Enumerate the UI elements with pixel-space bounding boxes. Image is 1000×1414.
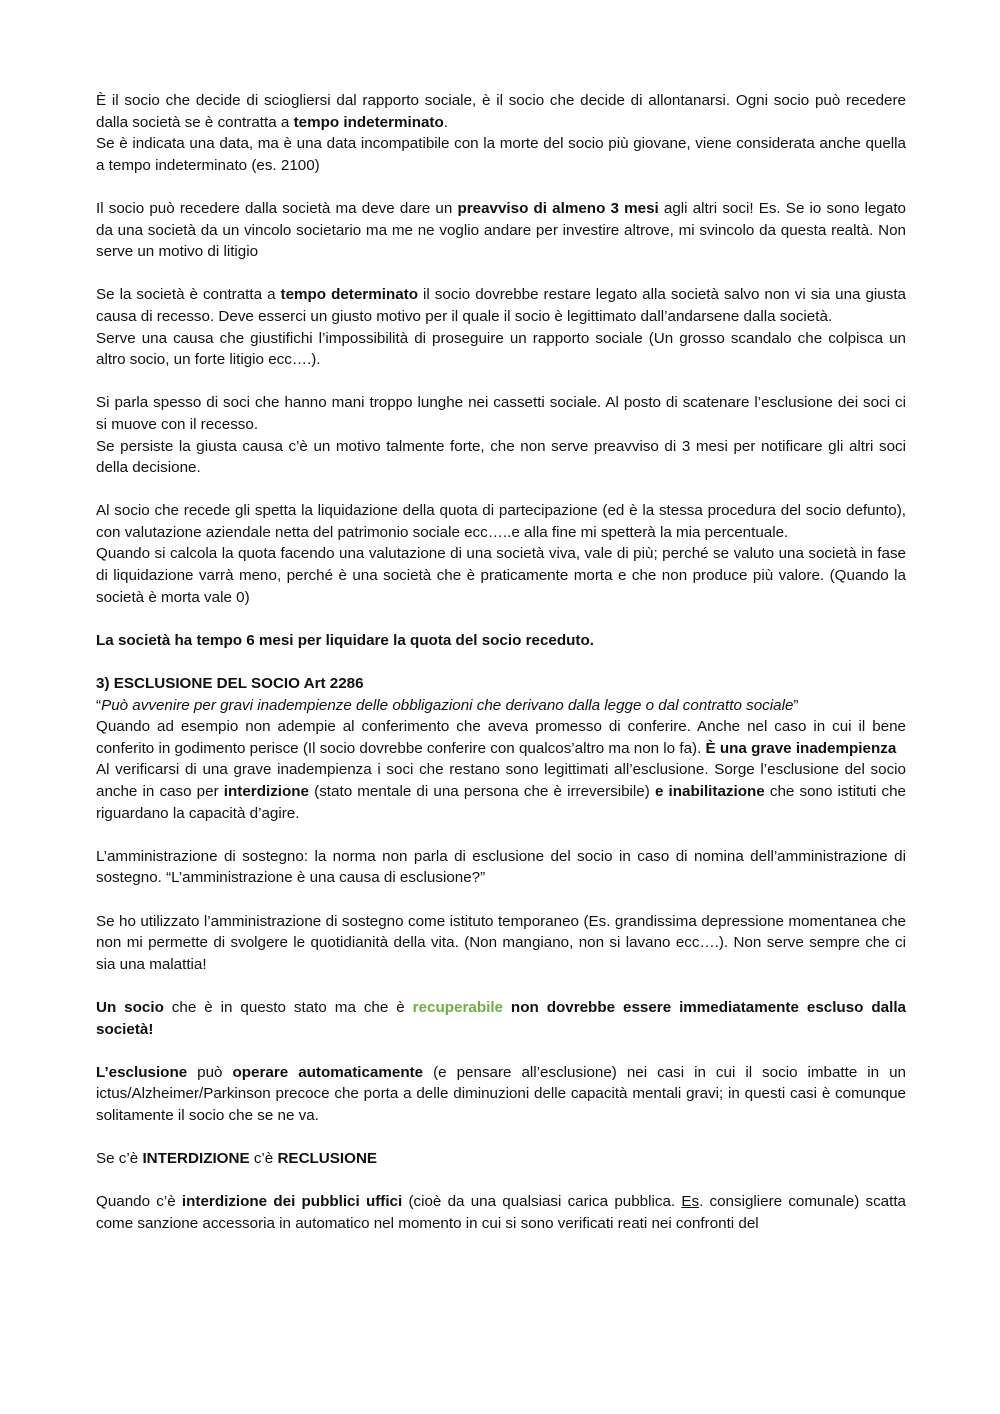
paragraph-persiste-causa: Se persiste la giusta causa c’è un motivo talmente forte, che non serve preavviso di 3 mesi per notificare gli altri soci della decisione.: [96, 437, 906, 477]
spacer: [96, 1127, 906, 1149]
text-run: Il socio può recedere dalla società ma deve dare un: [96, 199, 458, 217]
spacer: [96, 371, 906, 393]
bold-tempo-determinato: tempo determinato: [280, 286, 418, 304]
spacer: [96, 889, 906, 911]
text-run: Se c’è: [96, 1150, 143, 1168]
text-run: . consigliere comunale) scatta come sanzione accessoria in automatico nel momento in cui si sono verificati reati nei confronti del: [96, 1193, 906, 1232]
text-run: Se la società è contratta a: [96, 286, 281, 304]
paragraph-istituto-temporaneo: Se ho utilizzato l’amministrazione di sostegno come istituto temporaneo (Es. grandissima depressione momentanea che non mi permette di svolgere le quotidianità della vita. (Non mangiano, non si lavano ecc….). Non serve sempre che ci sia una malattia!: [96, 912, 906, 973]
bold-pubblici-uffici: interdizione dei pubblici uffici: [181, 1193, 403, 1211]
quote-art-2286: [96, 695, 906, 717]
section-heading-esclusione: [96, 673, 906, 695]
bold-reclusione-caps: RECLUSIONE: [277, 1150, 378, 1168]
bold-interdizione-caps: INTERDIZIONE: [142, 1150, 250, 1168]
bold-preavviso: preavviso di almeno 3 mesi: [457, 199, 659, 217]
green-recuperabile: recuperabile: [412, 998, 503, 1016]
spacer: [96, 176, 906, 198]
paragraph-sei-mesi: [96, 630, 906, 652]
paragraph-tempo-determinato: [96, 284, 906, 327]
text-run: Quando c’è: [96, 1193, 182, 1211]
paragraph-giusta-causa: Serve una causa che giustifichi l’impossibilità di proseguire un rapporto sociale (Un grosso scandalo che colpisca un altro socio, un forte litigio ecc….).: [96, 329, 906, 369]
paragraph-socio-recuperabile: [96, 997, 906, 1040]
bold-tempo-indeterminato: tempo indeterminato: [293, 113, 444, 131]
text-run: che è in questo stato ma che è: [163, 998, 413, 1016]
text-run: (e pensare all’esclusione) nei casi in cui il socio imbatte in un ictus/Alzheimer/Parkinson precoce che porta a delle diminuzioni delle capacità mentali gravi; in questi casi è comunque solitamente il socio che se ne va.: [96, 1063, 906, 1124]
bold-interdizione: interdizione: [223, 783, 310, 800]
spacer: [96, 975, 906, 997]
quote-mark: “: [96, 696, 102, 714]
text-run: Quando ad esempio non adempie al conferimento che aveva promesso di conferire. Anche nel caso in cui il bene conferito in godimento perisce (Il socio dovrebbe conferire con qualcos’altro ma non lo fa).: [96, 718, 906, 757]
paragraph-conferimento: [96, 716, 906, 759]
paragraph-pubblici-uffici: [96, 1191, 906, 1234]
text-run: può: [187, 1063, 233, 1081]
heading-text: 3) ESCLUSIONE DEL SOCIO Art 2286: [96, 675, 364, 693]
bold-sei-mesi: La società ha tempo 6 mesi per liquidare la quota del socio receduto.: [96, 631, 594, 649]
spacer: [96, 479, 906, 501]
spacer: [96, 824, 906, 846]
text-run: Al verificarsi di una grave inadempienza i soci che restano sono legittimati all’esclusione. Sorge l’esclusione del socio anche in caso per: [96, 761, 906, 800]
paragraph-mani-lunghe: Si parla spesso di soci che hanno mani troppo lunghe nei cassetti sociale. Al posto di scatenare l’esclusione dei soci ci si muove con il recesso.: [96, 394, 906, 433]
paragraph-esclusione-automatica: [96, 1062, 906, 1127]
paragraph-preavviso: [96, 198, 906, 263]
spacer: [96, 263, 906, 285]
text-run: È il socio che decide di sciogliersi dal rapporto sociale, è il socio che decide di allontanarsi. Ogni socio può recedere dalla società se è contratta a: [96, 92, 906, 131]
bold-un-socio: Un socio: [96, 998, 164, 1016]
bold-grave-inadempienza: È una grave inadempienza: [705, 739, 897, 757]
bold-esclusione: L’esclusione: [96, 1063, 188, 1081]
text-run: c’è: [249, 1150, 278, 1168]
paragraph-liquidazione: Al socio che recede gli spetta la liquidazione della quota di partecipazione (ed è la stessa procedura del socio defunto), con valutazione aziendale netta del patrimonio sociale ecc…..e alla fine mi spetterà la mia percentuale.: [96, 502, 906, 541]
text-run: .: [443, 113, 448, 131]
bold-inabilitazione: e inabilitazione: [654, 783, 765, 800]
underlined-es: Es: [681, 1193, 700, 1211]
paragraph-recesso-intro: [96, 90, 906, 133]
text-run: agli altri soci! Es. Se io sono legato da una società da un vincolo societario ma me ne voglio andare per investire altrove, mi svincolo da questa realtà. Non serve un motivo di litigio: [96, 199, 906, 261]
paragraph-amministrazione-sostegno: L’amministrazione di sostegno: la norma non parla di esclusione del socio in caso di nomina dell’amministrazione di sostegno. “L’amministrazione è una causa di esclusione?”: [96, 847, 906, 887]
document-page: [96, 90, 906, 1234]
text-run: (stato mentale di una persona che è irreversibile): [309, 783, 655, 800]
spacer: [96, 608, 906, 630]
paragraph-interdizione-reclusione: [96, 1148, 906, 1170]
italic-quote: Può avvenire per gravi inadempienze delle obbligazioni che derivano dalla legge o dal contratto sociale: [101, 696, 794, 714]
spacer: [96, 1040, 906, 1062]
bold-operare-automaticamente: operare automaticamente: [232, 1063, 424, 1081]
spacer: [96, 651, 906, 673]
bold-non-escluso: non dovrebbe essere immediatamente escluso dalla società!: [96, 998, 906, 1038]
text-run: che sono istituti che riguardano la capacità d’agire.: [96, 783, 906, 822]
text-run: (cioè da una qualsiasi carica pubblica.: [402, 1193, 682, 1211]
paragraph-interdizione: [96, 759, 906, 824]
spacer: [96, 1170, 906, 1192]
paragraph-calcolo-quota: Quando si calcola la quota facendo una valutazione di una società viva, vale di più; perché se valuto una società in fase di liquidazione varrà meno, perché è una società che è praticamente morta e che non produce più valore. (Quando la società è morta vale 0): [96, 545, 906, 606]
paragraph-data-incompatibile: Se è indicata una data, ma è una data incompatibile con la morte del socio più giovane, viene considerata anche quella a tempo indeterminato (es. 2100): [96, 135, 906, 174]
quote-mark: ”: [793, 696, 799, 714]
text-run: il socio dovrebbe restare legato alla società salvo non vi sia una giusta causa di recesso. Deve esserci un giusto motivo per il quale il socio è legittimato dall’andarsene dalla società.: [96, 286, 906, 325]
